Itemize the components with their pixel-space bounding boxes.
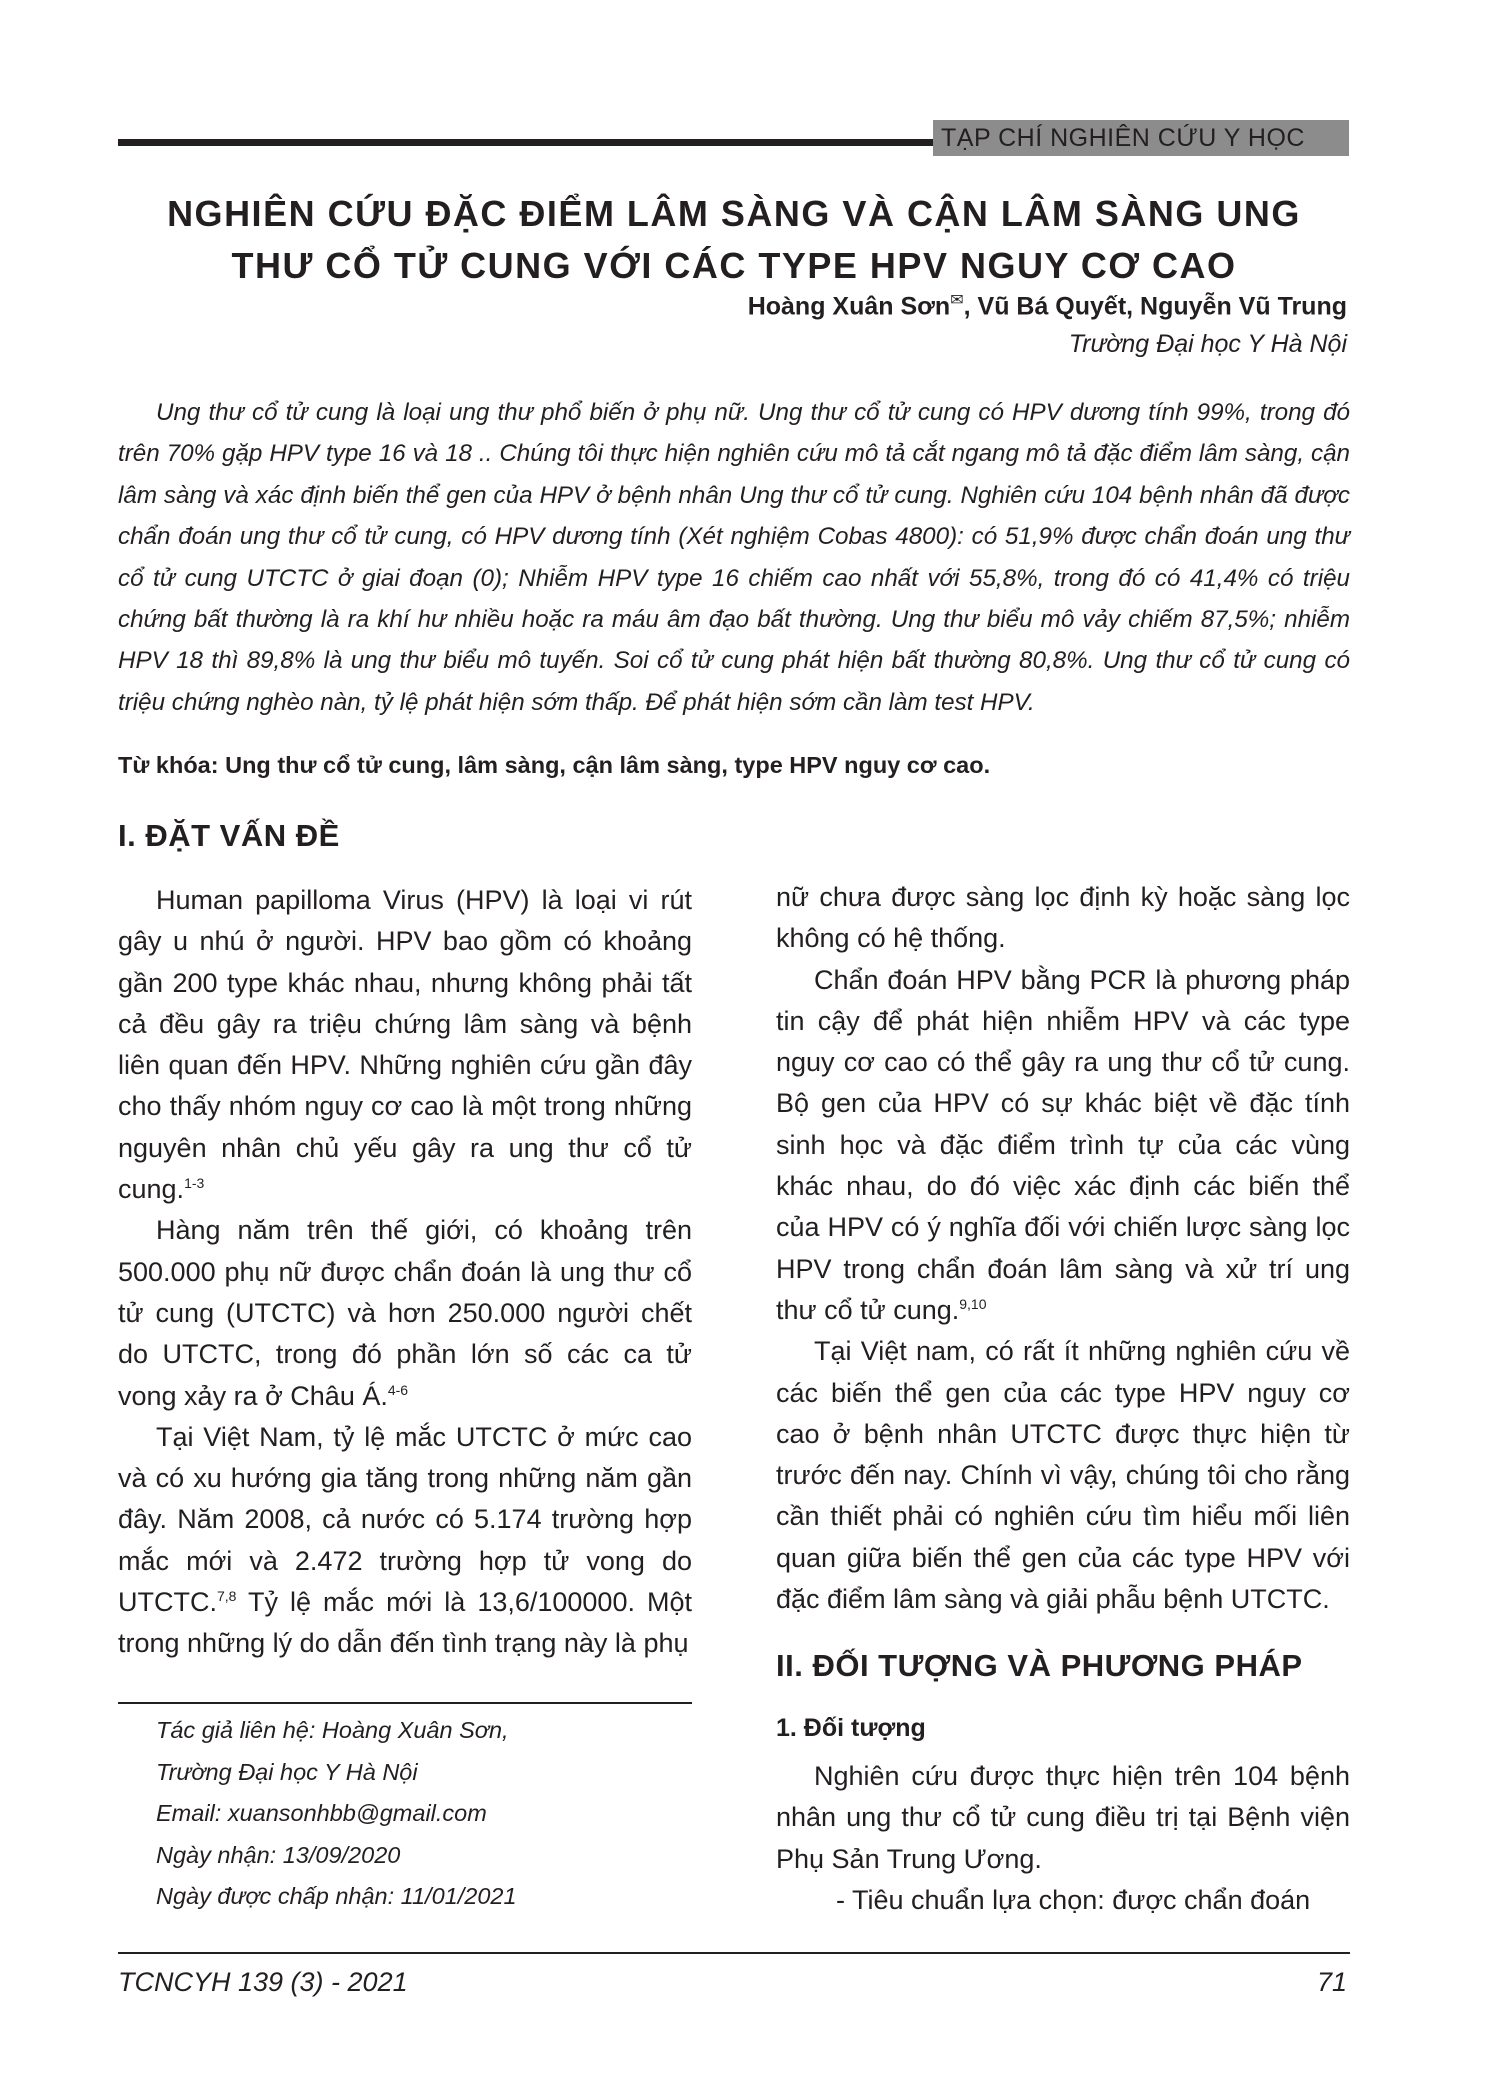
paragraph-text: Hàng năm trên thế giới, có khoảng trên 500.000 phụ nữ được chẩn đoán là ung thư cổ tử cung (UTCTC) và hơn 250.000 người chết do UTCTC, trong đó phần lớn số các ca tử vong xảy ra ở Châu Á. bbox=[118, 1215, 692, 1411]
footnote-received: Ngày nhận: 13/09/2020 bbox=[156, 1841, 401, 1868]
paragraph-text: Human papilloma Virus (HPV) là loại vi rút gây u nhú ở người. HPV bao gồm có khoảng gần 200 type khác nhau, nhưng không phải tất cả đều gây ra triệu chứng lâm sàng và bệnh liên quan đến HPV. Những nghiên cứu gần đây cho thấy nhóm nguy cơ cao là một trong những nguyên nhân chủ yếu gây ra ung thư cổ tử cung. bbox=[118, 885, 692, 1205]
paragraph-text: Tỷ lệ mắc mới là 13,6/100000. Một trong những lý do dẫn đến tình trạng này là phụ bbox=[118, 1587, 692, 1659]
affiliation: Trường Đại học Y Hà Nội bbox=[1068, 330, 1347, 358]
paragraph-text: Tại Việt Nam, tỷ lệ mắc UTCTC ở mức cao và có xu hướng gia tăng trong những năm gần đây. Năm 2008, cả nước có 5.174 trường hợp mắc mới và 2.472 trường hợp tử vong do UTCTC. bbox=[118, 1421, 692, 1618]
footnote-accepted: Ngày được chấp nhận: 11/01/2021 bbox=[156, 1883, 517, 1909]
journal-tag: TẠP CHÍ NGHIÊN CỨU Y HỌC bbox=[933, 120, 1349, 156]
section-heading-1: I. ĐẶT VẤN ĐỀ bbox=[118, 818, 340, 853]
subsection-heading: 1. Đối tượng bbox=[776, 1714, 926, 1742]
author-list bbox=[748, 290, 1347, 321]
title-line-1: NGHIÊN CỨU ĐẶC ĐIỂM LÂM SÀNG VÀ CẬN LÂM SÀNG UNG bbox=[167, 193, 1301, 234]
abstract: Ung thư cổ tử cung là loại ung thư phổ biến ở phụ nữ. Ung thư cổ tử cung có HPV dương tính 99%, trong đó trên 70% gặp HPV type 16 và 18 .. Chúng tôi thực hiện nghiên cứu mô tả cắt ngang mô tả đặc điểm lâm sàng, cận lâm sàng và xác định biến thể gen của HPV ở bệnh nhân Ung thư cổ tử cung. Nghiên cứu 104 bệnh nhân đã được chẩn đoán ung thư cổ tử cung, có HPV dương tính (Xét nghiệm Cobas 4800): có 51,9% được chẩn đoán ung thư cổ tử cung UTCTC ở giai đoạn (0); Nhiễm HPV type 16 chiếm cao nhất với 55,8%, trong đó có 41,4% có triệu chứng bất thường là ra khí hư nhiều hoặc ra máu âm đạo bất thường. Ung thư biểu mô vảy chiếm 87,5%; nhiễm HPV 18 thì 89,8% là ung thư biểu mô tuyến. Soi cổ tử cung phát hiện bất thường 80,8%. Ung thư cổ tử cung có triệu chứng nghèo nàn, tỷ lệ phát hiện sớm thấp. Để phát hiện sớm cần làm test HPV. bbox=[118, 399, 1350, 716]
citation-ref: 1-3 bbox=[184, 1175, 205, 1192]
footnote-contact: Tác giả liên hệ: Hoàng Xuân Sơn, bbox=[156, 1717, 509, 1743]
author-1: Hoàng Xuân Sơn bbox=[747, 292, 951, 321]
footnote-email: Email: xuansonhbb@gmail.com bbox=[156, 1800, 487, 1826]
left-column bbox=[118, 880, 692, 1665]
paragraph bbox=[118, 1417, 692, 1665]
paragraph bbox=[776, 960, 1350, 1332]
paragraph: nữ chưa được sàng lọc định kỳ hoặc sàng lọc không có hệ thống. bbox=[776, 882, 1350, 954]
right-column bbox=[776, 877, 1350, 1620]
paragraph: Nghiên cứu được thực hiện trên 104 bệnh nhân ung thư cổ tử cung điều trị tại Bệnh viện Phụ Sản Trung Ương. bbox=[776, 1761, 1350, 1874]
author-rest: , Vũ Bá Quyết, Nguyễn Vũ Trung bbox=[963, 292, 1347, 321]
paragraph-text: Chẩn đoán HPV bằng PCR là phương pháp tin cậy để phát hiện nhiễm HPV và các type nguy cơ cao có thể gây ra ung thư cổ tử cung. Bộ gen của HPV có sự khác biệt về đặc tính sinh học và đặc điểm trình tự của các vùng khác nhau, do đó việc xác định các biến thể của HPV có ý nghĩa đối với chiến lược sàng lọc HPV trong chẩn đoán lâm sàng và xử trí ung thư cổ tử cung. bbox=[776, 964, 1350, 1325]
citation-ref: 4-6 bbox=[387, 1381, 409, 1398]
footnote-rule bbox=[118, 1702, 692, 1704]
header-rule bbox=[118, 139, 941, 146]
citation-ref: 7,8 bbox=[216, 1588, 237, 1605]
article-title bbox=[118, 188, 1350, 292]
section-heading-2: II. ĐỐI TƯỢNG VÀ PHƯƠNG PHÁP bbox=[776, 1648, 1303, 1683]
paragraph: - Tiêu chuẩn lựa chọn: được chẩn đoán bbox=[836, 1884, 1311, 1915]
footer-rule bbox=[118, 1952, 1350, 1954]
paragraph bbox=[118, 880, 692, 1210]
page-number: 71 bbox=[1316, 1967, 1347, 1997]
keywords: Từ khóa: Ung thư cổ tử cung, lâm sàng, cận lâm sàng, type HPV nguy cơ cao. bbox=[118, 752, 991, 778]
paragraph bbox=[118, 1210, 692, 1416]
right-column-lower bbox=[776, 1756, 1350, 1921]
paragraph: Tại Việt nam, có rất ít những nghiên cứu về các biến thể gen của các type HPV nguy cơ cao ở bệnh nhân UTCTC được thực hiện từ trước đến nay. Chính vì vậy, chúng tôi cho rằng cần thiết phải có nghiên cứu tìm hiểu mối liên quan giữa biến thể gen của các type HPV với đặc điểm lâm sàng và giải phẫu bệnh UTCTC. bbox=[776, 1336, 1350, 1615]
footer-citation: TCNCYH 139 (3) - 2021 bbox=[118, 1967, 408, 1997]
footnotes bbox=[156, 1710, 696, 1918]
citation-ref: 9,10 bbox=[959, 1295, 987, 1312]
footnote-institution: Trường Đại học Y Hà Nội bbox=[156, 1758, 418, 1785]
envelope-icon: ✉ bbox=[950, 292, 964, 309]
title-line-2: THƯ CỔ TỬ CUNG VỚI CÁC TYPE HPV NGUY CƠ CAO bbox=[231, 245, 1237, 286]
